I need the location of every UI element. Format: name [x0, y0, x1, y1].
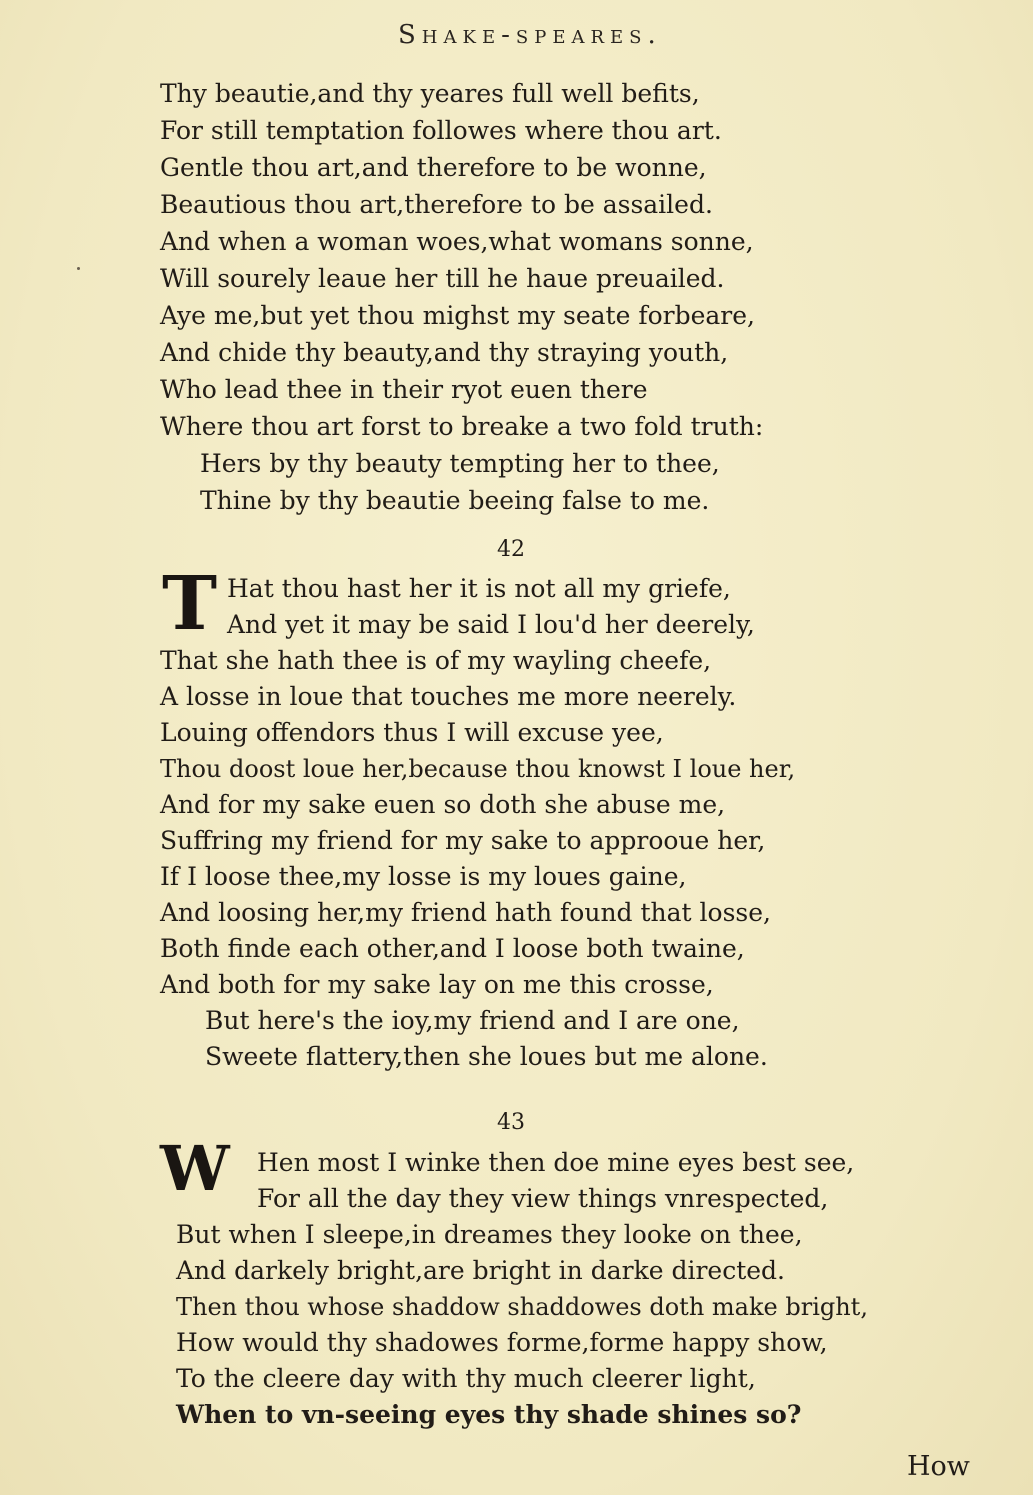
verse-line: And darkely bright,are bright in darke directed. — [176, 1256, 785, 1285]
verse-line: And when a woman woes,what womans sonne, — [160, 227, 754, 256]
verse-line: For still temptation followes where thou art. — [160, 116, 722, 145]
drop-cap: T — [162, 561, 218, 647]
verse-line: A losse in loue that touches me more neerely. — [160, 682, 737, 711]
verse-line: And chide thy beauty,and thy straying youth, — [160, 338, 729, 367]
drop-cap: W — [160, 1132, 230, 1205]
couplet-line: Thine by thy beautie beeing false to me. — [200, 486, 710, 515]
sonnet-number: 42 — [497, 537, 525, 562]
verse-line: Thy beautie,and thy yeares full well befits, — [160, 79, 700, 108]
verse-line: And loosing her,my friend hath found that losse, — [160, 898, 771, 927]
verse-line: Hat thou hast her it is not all my griefe, — [227, 574, 731, 603]
couplet-line: Hers by thy beauty tempting her to thee, — [200, 449, 720, 478]
verse-line: Hen most I winke then doe mine eyes best see, — [257, 1148, 855, 1177]
verse-line: Both finde each other,and I loose both twaine, — [160, 934, 745, 963]
verse-line: Where thou art forst to breake a two fold truth: — [160, 412, 764, 441]
verse-line: And yet it may be said I lou'd her deerely, — [227, 610, 755, 639]
verse-line: Gentle thou art,and therefore to be wonne, — [160, 153, 707, 182]
verse-line: Suffring my friend for my sake to approoue her, — [160, 826, 766, 855]
verse-line: If I loose thee,my losse is my loues gaine, — [160, 862, 687, 891]
couplet-line: But here's the ioy,my friend and I are one, — [205, 1006, 740, 1035]
verse-line: To the cleere day with thy much cleerer light, — [176, 1364, 756, 1393]
verse-line: And for my sake euen so doth she abuse me, — [160, 790, 726, 819]
verse-line: But when I sleepe,in dreames they looke on thee, — [176, 1220, 803, 1249]
verse-line: That she hath thee is of my wayling cheefe, — [160, 646, 712, 675]
sonnet-number: 43 — [497, 1110, 525, 1135]
verse-line: How would thy shadowes forme,forme happy show, — [176, 1328, 828, 1357]
verse-line: Thou doost loue her,because thou knowst I loue her, — [160, 755, 796, 783]
catchword: How — [907, 1451, 970, 1482]
verse-line: And both for my sake lay on me this crosse, — [160, 970, 714, 999]
verse-line: Beautious thou art,therefore to be assailed. — [160, 190, 713, 219]
ink-speck — [77, 267, 80, 270]
running-header: Shake-speares. — [398, 20, 662, 50]
verse-line: Who lead thee in their ryot euen there — [160, 375, 648, 404]
verse-line: When to vn-seeing eyes thy shade shines so? — [176, 1400, 802, 1429]
verse-line: Then thou whose shaddow shaddowes doth make bright, — [176, 1293, 868, 1321]
verse-line: Louing offendors thus I will excuse yee, — [160, 718, 664, 747]
verse-line: For all the day they view things vnrespected, — [257, 1184, 829, 1213]
couplet-line: Sweete flattery,then she loues but me alone. — [205, 1042, 768, 1071]
verse-line: Aye me,but yet thou mighst my seate forbeare, — [160, 301, 755, 330]
verse-line: Will sourely leaue her till he haue preuailed. — [160, 264, 725, 293]
